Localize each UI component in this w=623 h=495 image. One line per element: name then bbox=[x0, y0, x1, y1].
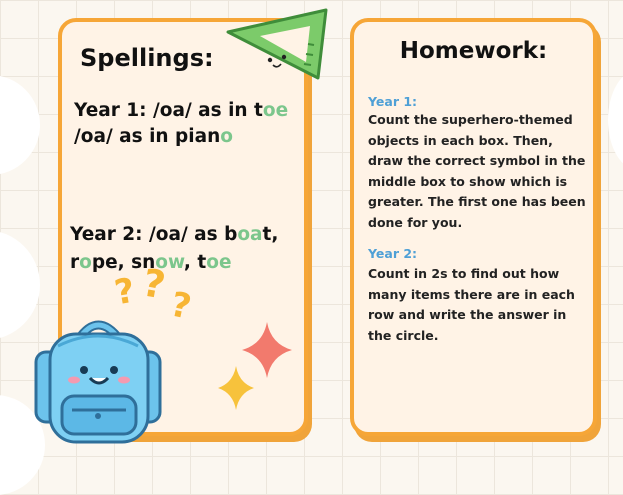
sparkle-icon bbox=[218, 366, 254, 410]
set-square-icon bbox=[218, 4, 338, 84]
homework-year1-text: Count the superhero-themed objects in each box. Then, draw the correct symbol in the middle box to show which is greater. The first one has been done for you. bbox=[368, 112, 586, 230]
homework-year2-text: Count in 2s to find out how many items there are in each row and write the answer in the circle. bbox=[368, 266, 575, 343]
question-marks-icon: ? ? ? bbox=[111, 260, 195, 328]
backpack-icon bbox=[28, 312, 168, 447]
homework-title: Homework: bbox=[399, 38, 548, 64]
year2-line2: rope, snow, toe bbox=[70, 252, 232, 273]
background-blob bbox=[608, 70, 623, 170]
background-blob bbox=[0, 75, 40, 175]
year1-line2: /oa/ as in piano bbox=[74, 126, 233, 147]
homework-year1-label: Year 1: bbox=[368, 94, 418, 109]
homework-card bbox=[350, 18, 597, 436]
homework-year2-label: Year 2: bbox=[368, 246, 418, 261]
year2-line1: Year 2: /oa/ as boat, bbox=[70, 224, 279, 245]
year1-line1: Year 1: /oa/ as in toe bbox=[74, 100, 289, 121]
spellings-title: Spellings: bbox=[80, 44, 214, 72]
